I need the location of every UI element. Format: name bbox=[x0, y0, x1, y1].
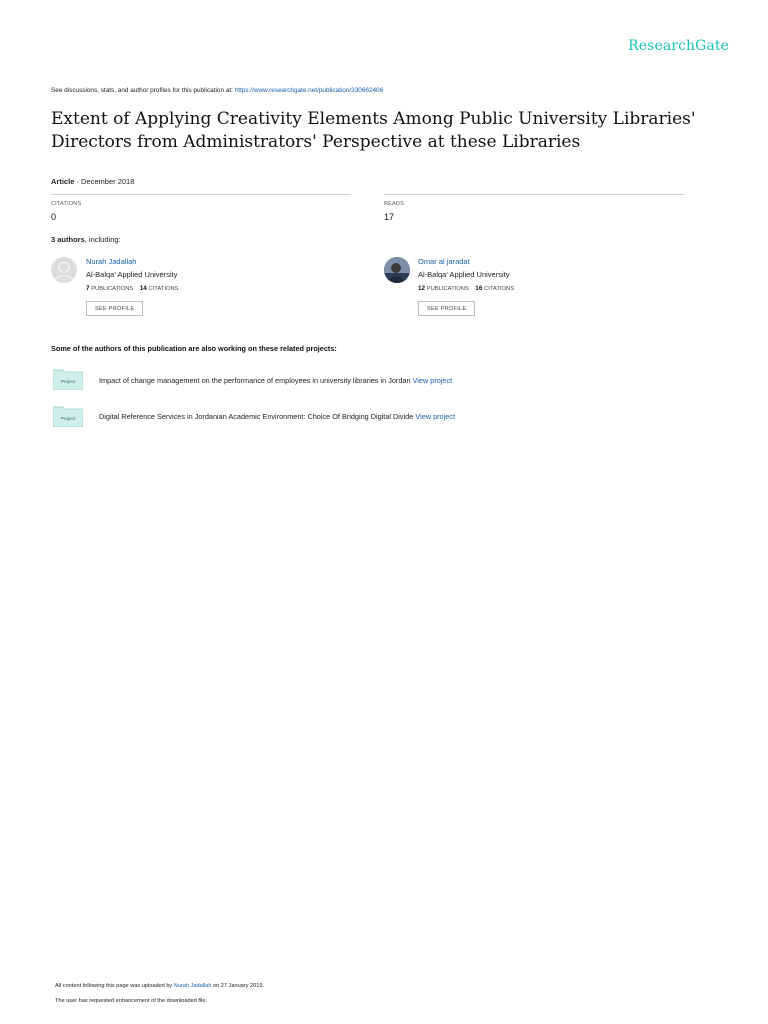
projects-heading: Some of the authors of this publication are also working on these related projects: bbox=[51, 344, 337, 353]
discussion-prefix: See discussions, stats, and author profiles for this publication at: bbox=[51, 87, 235, 94]
author-2-name[interactable]: Omar al jaradat bbox=[418, 257, 470, 266]
project-1-title: Impact of change management on the performance of employees in university libraries in Jordan bbox=[99, 376, 411, 385]
authors-count: 3 authors bbox=[51, 235, 85, 244]
project-2-view-link[interactable]: View project bbox=[415, 412, 455, 421]
reads-value: 17 bbox=[384, 212, 395, 222]
author-2-avatar[interactable] bbox=[384, 257, 410, 283]
upload-suffix: on 27 January 2019. bbox=[211, 983, 264, 989]
publication-url-link[interactable]: https://www.researchgate.net/publication/330662406 bbox=[234, 87, 384, 94]
author-2-stats bbox=[418, 285, 514, 292]
author-1-publications-count: 7 bbox=[86, 285, 90, 292]
upload-note bbox=[55, 983, 264, 989]
reads-label: READS bbox=[384, 201, 404, 207]
project-1-folder-icon bbox=[53, 368, 83, 390]
discussion-line bbox=[51, 87, 383, 94]
project-2 bbox=[99, 412, 455, 421]
author-1-citations-label: CITATIONS bbox=[148, 286, 179, 292]
author-1-name[interactable]: Nurah Jadallah bbox=[86, 257, 137, 266]
default-user-icon bbox=[51, 257, 77, 283]
uploader-link[interactable]: Nurah Jadallah bbox=[173, 983, 212, 989]
divider-left bbox=[51, 194, 351, 195]
project-2-title: Digital Reference Services in Jordanian Academic Environment: Choice Of Bridging Digital Divide bbox=[99, 412, 414, 421]
citations-label: CITATIONS bbox=[51, 201, 82, 207]
project-1 bbox=[99, 376, 452, 385]
project-2-folder-icon bbox=[53, 405, 83, 427]
author-2-publications-label: PUBLICATIONS bbox=[426, 286, 469, 292]
author-2-see-profile-button[interactable]: SEE PROFILE bbox=[418, 301, 475, 316]
author-1-affiliation: Al-Balqa' Applied University bbox=[86, 270, 178, 279]
citations-value: 0 bbox=[51, 212, 57, 222]
authors-summary bbox=[51, 235, 121, 244]
researchgate-logo[interactable]: ResearchGate bbox=[628, 38, 729, 54]
upload-prefix: All content following this page was uploaded by bbox=[55, 983, 174, 989]
author-1-see-profile-button[interactable]: SEE PROFILE bbox=[86, 301, 143, 316]
author-photo-icon bbox=[384, 257, 410, 283]
article-date: · December 2018 bbox=[76, 177, 135, 186]
project-2-icon-label: Project bbox=[60, 416, 76, 421]
article-meta bbox=[51, 177, 134, 186]
author-1-citations-count: 14 bbox=[139, 285, 147, 292]
authors-suffix: , including: bbox=[84, 235, 121, 244]
author-2-citations-count: 16 bbox=[475, 285, 483, 292]
author-2-publications-count: 12 bbox=[418, 285, 426, 292]
project-1-icon-label: Project bbox=[60, 379, 76, 384]
divider-right bbox=[384, 194, 684, 195]
author-1-stats bbox=[86, 285, 179, 292]
author-1-publications-label: PUBLICATIONS bbox=[91, 286, 134, 292]
article-type: Article bbox=[51, 177, 75, 186]
enhancement-note: The user has requested enhancement of the downloaded file. bbox=[55, 998, 208, 1004]
publication-title: Extent of Applying Creativity Elements Among Public University Libraries' Directors from Administrators' Perspective at these Libraries bbox=[51, 109, 696, 152]
author-2-affiliation: Al-Balqa' Applied University bbox=[418, 270, 510, 279]
author-1-avatar[interactable] bbox=[51, 257, 77, 283]
author-2-citations-label: CITATIONS bbox=[484, 286, 515, 292]
project-1-view-link[interactable]: View project bbox=[412, 376, 453, 385]
